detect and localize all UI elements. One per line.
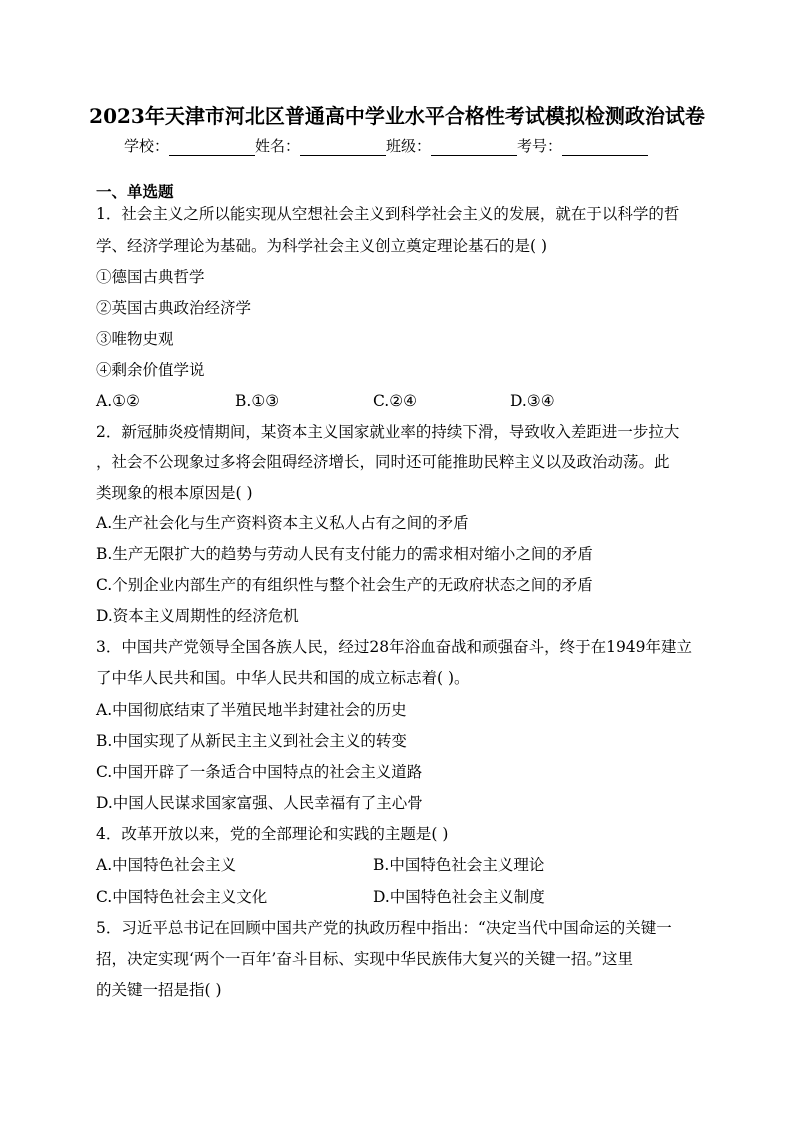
page-title: 2023年天津市河北区普通高中学业水平合格性考试模拟检测政治试卷 [89,104,705,128]
q4-option-a[interactable]: A.中国特色社会主义 [96,856,237,874]
number-blank[interactable] [562,139,648,156]
school-field [124,135,255,156]
q2-stem-line-1: 2．新冠肺炎疫情期间，某资本主义国家就业率的持续下滑，导致收入差距进一步拉大 [96,423,680,441]
q4-option-d[interactable]: D.中国特色社会主义制度 [373,888,545,906]
q3-option-a[interactable]: A.中国彻底结束了半殖民地半封建社会的历史 [96,701,407,719]
q2-stem-line-3: 类现象的根本原因是( ) [96,484,253,502]
q5-stem-line-3: 的关键一招是指( ) [96,981,222,999]
q1-option-b[interactable]: B.①③ [235,392,280,410]
q1-option-d[interactable]: D.③④ [510,392,555,410]
q1-stem-line-2: 学、经济学理论为基础。为科学社会主义创立奠定理论基石的是( ) [96,237,548,255]
section-heading: 一、单选题 [96,182,174,201]
class-label: 班级： [386,137,432,155]
q1-item-4: ④剩余价值学说 [96,361,205,379]
q4-stem-line-1: 4．改革开放以来，党的全部理论和实践的主题是( ) [96,825,449,843]
student-info-line [124,135,648,156]
q1-item-1: ①德国古典哲学 [96,268,205,286]
school-blank[interactable] [169,139,255,156]
name-label: 姓名： [255,137,301,155]
number-field [517,135,648,156]
q2-option-c[interactable]: C.个别企业内部生产的有组织性与整个社会生产的无政府状态之间的矛盾 [96,576,593,594]
name-field [255,135,386,156]
school-label: 学校： [124,137,170,155]
q1-item-3: ③唯物史观 [96,330,174,348]
q3-stem-line-2: 了中华人民共和国。中华人民共和国的成立标志着( )。 [96,669,470,687]
q1-option-a[interactable]: A.①② [96,392,140,410]
q2-option-d[interactable]: D.资本主义周期性的经济危机 [96,607,299,625]
q3-option-c[interactable]: C.中国开辟了一条适合中国特点的社会主义道路 [96,763,423,781]
q3-stem-line-1: 3．中国共产党领导全国各族人民，经过28年浴血奋战和顽强奋斗，终于在1949年建立 [96,638,693,656]
q3-option-b[interactable]: B.中国实现了从新民主主义到社会主义的转变 [96,732,407,750]
q5-stem-line-2: 招，决定实现‘两个一百年’奋斗目标、实现中华民族伟大复兴的关键一招。”这里 [96,950,634,968]
name-blank[interactable] [300,139,386,156]
number-label: 考号： [517,137,563,155]
q2-stem-line-2: ，社会不公现象过多将会阻碍经济增长，同时还可能推助民粹主义以及政治动荡。此 [96,453,670,471]
class-field [386,135,517,156]
q4-option-c[interactable]: C.中国特色社会主义文化 [96,888,268,906]
class-blank[interactable] [431,139,517,156]
q5-stem-line-1: 5．习近平总书记在回顾中国共产党的执政历程中指出：“决定当代中国命运的关键一 [96,919,672,937]
q3-option-d[interactable]: D.中国人民谋求国家富强、人民幸福有了主心骨 [96,794,423,812]
q1-option-c[interactable]: C.②④ [373,392,418,410]
q2-option-b[interactable]: B.生产无限扩大的趋势与劳动人民有支付能力的需求相对缩小之间的矛盾 [96,545,593,563]
q4-option-b[interactable]: B.中国特色社会主义理论 [373,856,545,874]
q1-stem-line-1: 1．社会主义之所以能实现从空想社会主义到科学社会主义的发展，就在于以科学的哲 [96,205,680,223]
q2-option-a[interactable]: A.生产社会化与生产资料资本主义私人占有之间的矛盾 [96,514,469,532]
q1-item-2: ②英国古典政治经济学 [96,299,252,317]
